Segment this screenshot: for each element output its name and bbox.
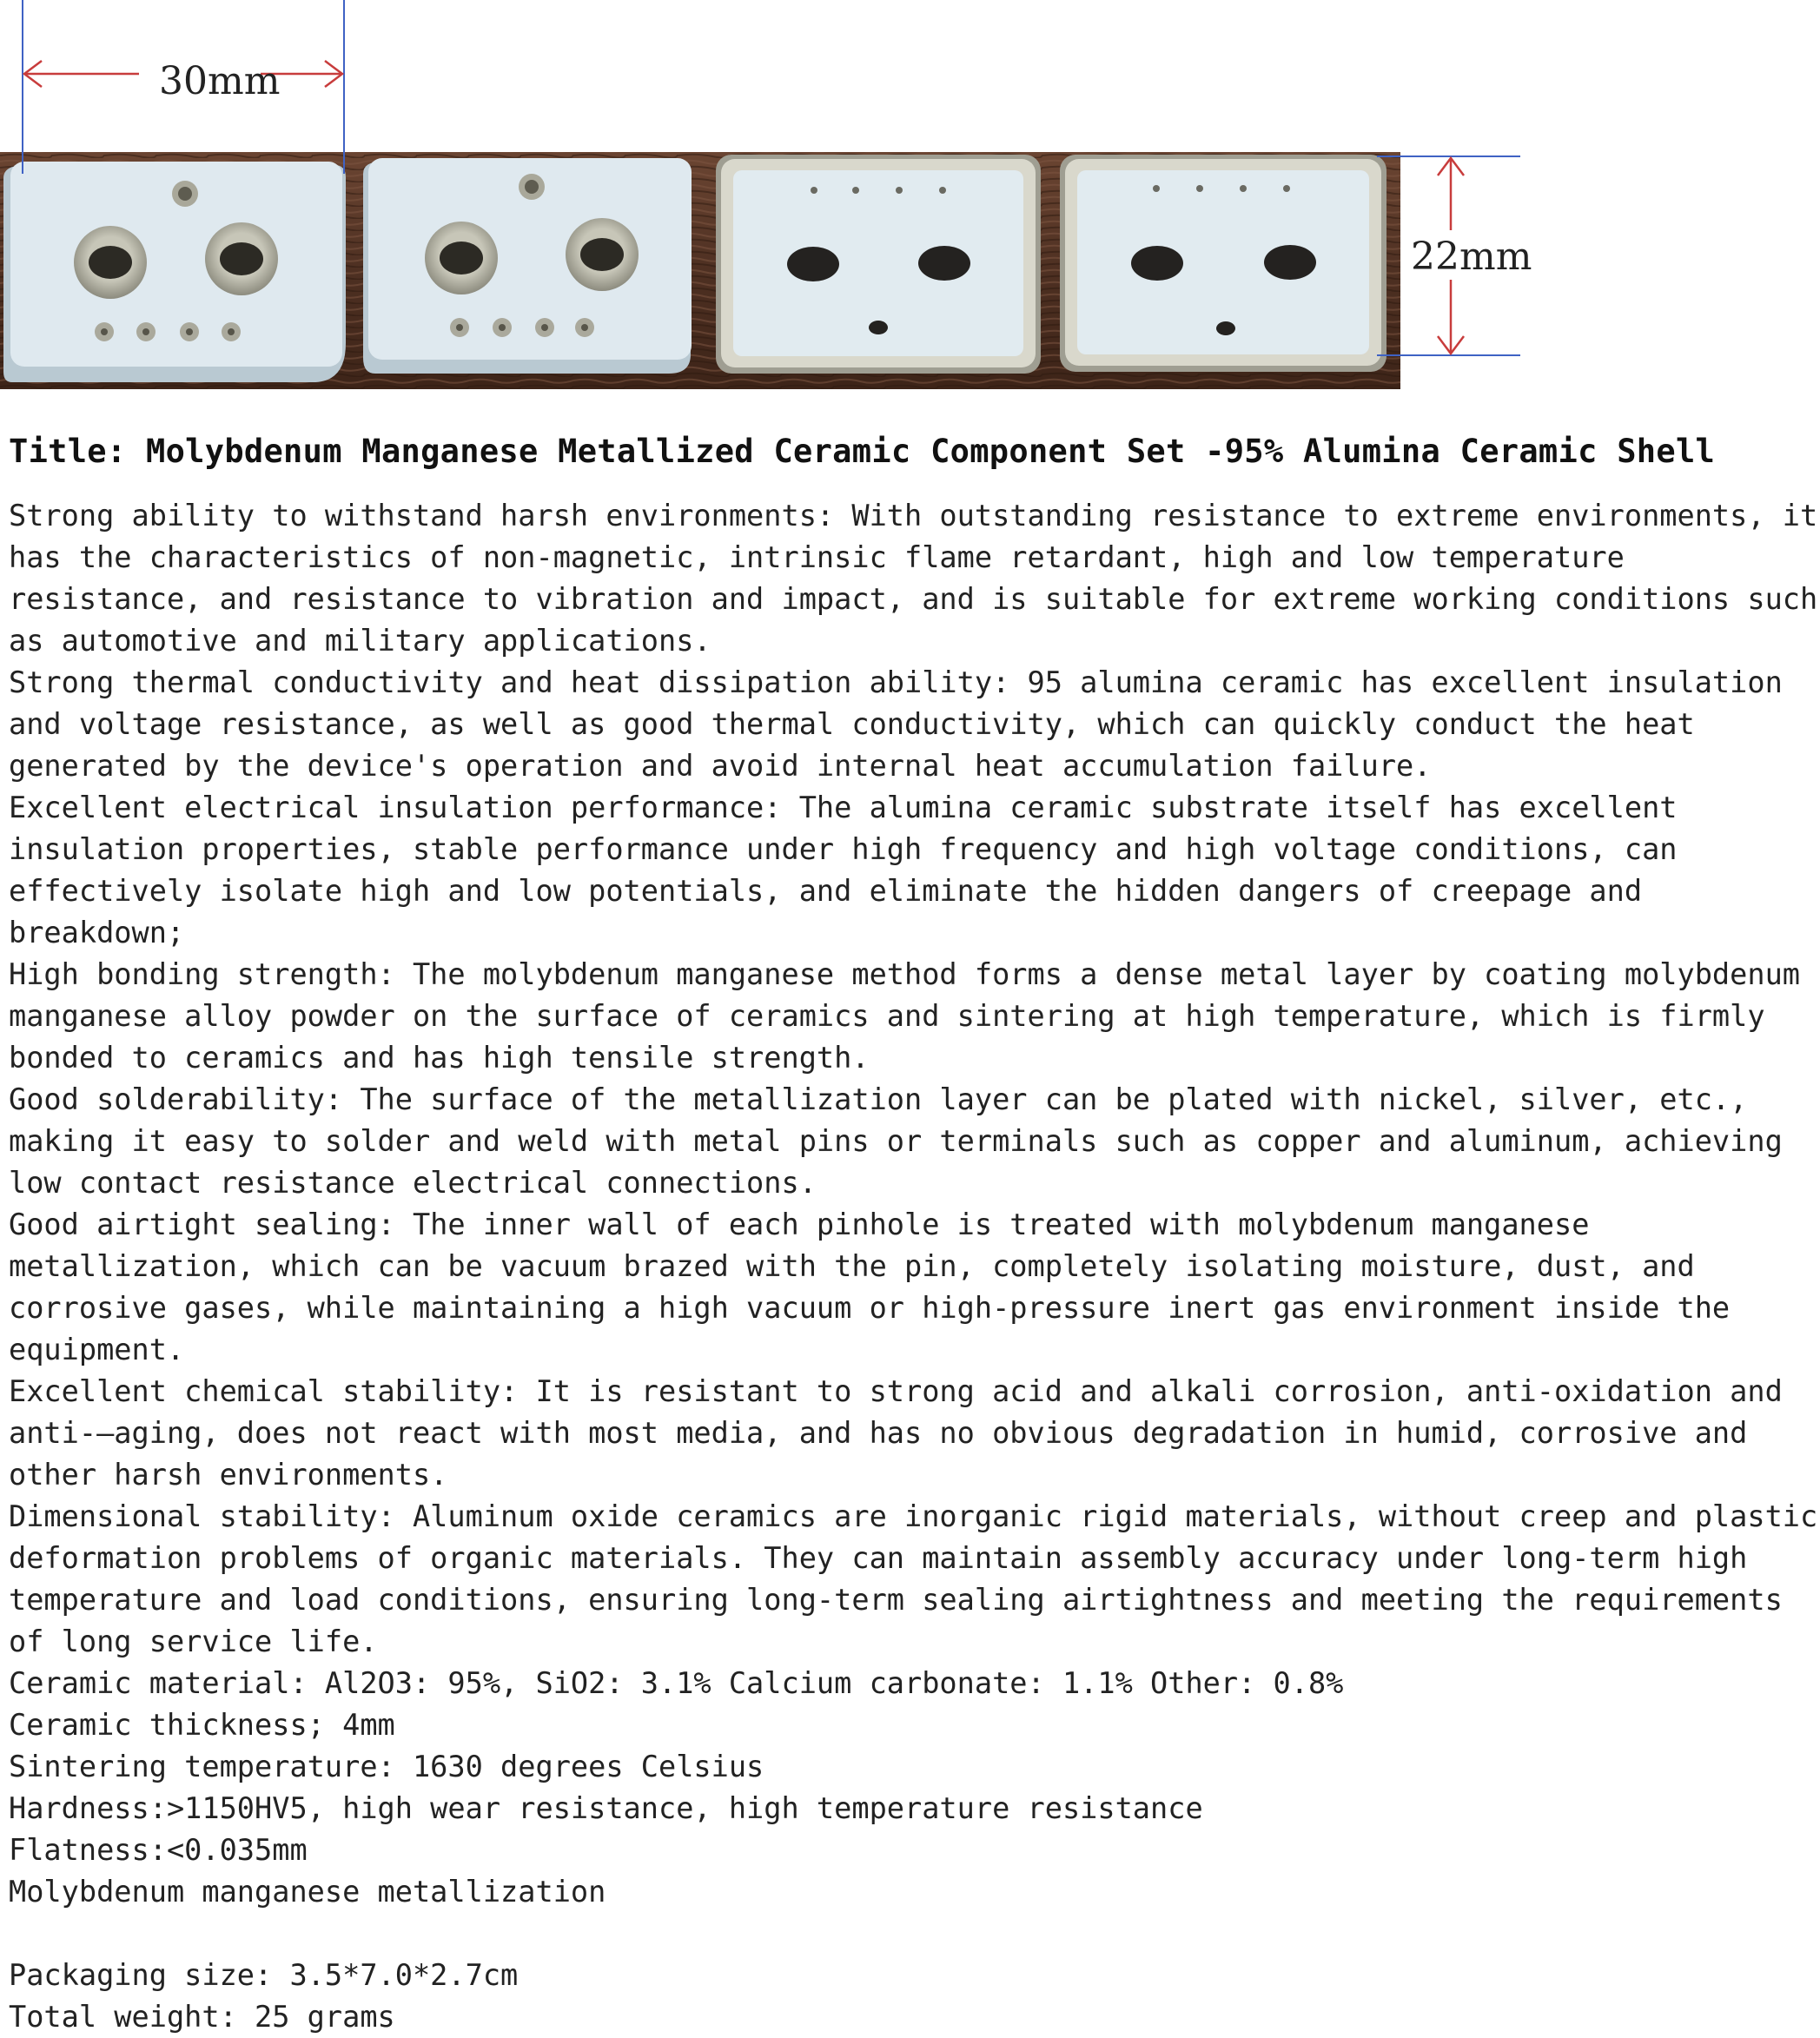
ceramic-piece-1	[3, 162, 346, 382]
feature-paragraph: Strong thermal conductivity and heat dissipation ability: 95 alumina ceramic has excellent insulation and voltage resistance, as well as good thermal conductivity, which can quickly conduct the heat generated by the device's operation and avoid internal heat accumulation failure.	[9, 665, 1783, 783]
spec-line: Flatness:<0.035mm	[9, 1833, 308, 1867]
spec-line: Sintering temperature: 1630 degrees Celsius	[9, 1750, 764, 1783]
ceramic-piece-3	[716, 155, 1041, 374]
spec-line: Ceramic thickness; 4mm	[9, 1708, 395, 1742]
spec-line: Molybdenum manganese metallization	[9, 1875, 606, 1909]
width-dimension-label: 30mm	[159, 59, 281, 103]
height-dimension-label: 22mm	[1411, 235, 1532, 279]
feature-paragraph: High bonding strength: The molybdenum manganese method forms a dense metal layer by coating molybdenum manganese alloy powder on the surface of ceramics and sintering at high temperature, which is firmly bonded to ceramics and has high tensile strength.	[9, 957, 1801, 1075]
feature-paragraph: Dimensional stability: Aluminum oxide ceramics are inorganic rigid materials, without creep and plastic deformation problems of organic materials. They can maintain assembly accuracy under long-term high temperature and load conditions, ensuring long-term sealing airtightness and meeting the requirements of long service life.	[9, 1499, 1818, 1658]
spec-line: Ceramic material: Al2O3: 95%, SiO2: 3.1% Calcium carbonate: 1.1% Other: 0.8%	[9, 1666, 1344, 1700]
feature-paragraph: Excellent chemical stability: It is resistant to strong acid and alkali corrosion, anti-oxidation and anti-—aging, does not react with most media, and has no obvious degradation in humid, corrosive and other harsh environments.	[9, 1374, 1783, 1492]
product-photo	[0, 0, 1820, 400]
product-description	[9, 495, 1820, 2038]
ceramic-piece-4	[1060, 155, 1387, 372]
page-title: Title: Molybdenum Manganese Metallized Ceramic Component Set -95% Alumina Ceramic Shell	[9, 433, 1716, 470]
spacer	[9, 1913, 1820, 1955]
feature-paragraph: Excellent electrical insulation performance: The alumina ceramic substrate itself has excellent insulation properties, stable performance under high frequency and high voltage conditions, can effectively isolate high and low potentials, and eliminate the hidden dangers of creepage and breakdown;	[9, 791, 1678, 950]
feature-paragraph: Strong ability to withstand harsh environments: With outstanding resistance to extreme environments, it has the characteristics of non-magnetic, intrinsic flame retardant, high and low temperature resistance, and resistance to vibration and impact, and is suitable for extreme working conditions such as automotive and military applications.	[9, 499, 1818, 658]
ceramic-piece-2	[363, 158, 692, 374]
packaging-line: Packaging size: 3.5*7.0*2.7cm	[9, 1958, 519, 1992]
spec-line: Hardness:>1150HV5, high wear resistance, high temperature resistance	[9, 1791, 1203, 1825]
feature-paragraph: Good airtight sealing: The inner wall of each pinhole is treated with molybdenum manganese metallization, which can be vacuum brazed with the pin, completely isolating moisture, dust, and corrosive gases, while maintaining a high vacuum or high-pressure inert gas environment inside the equipment.	[9, 1208, 1731, 1366]
packaging-line: Total weight: 25 grams	[9, 2000, 395, 2034]
feature-paragraph: Good solderability: The surface of the metallization layer can be plated with nickel, silver, etc., making it easy to solder and weld with metal pins or terminals such as copper and aluminum, achieving low contact resistance electrical connections.	[9, 1082, 1783, 1200]
